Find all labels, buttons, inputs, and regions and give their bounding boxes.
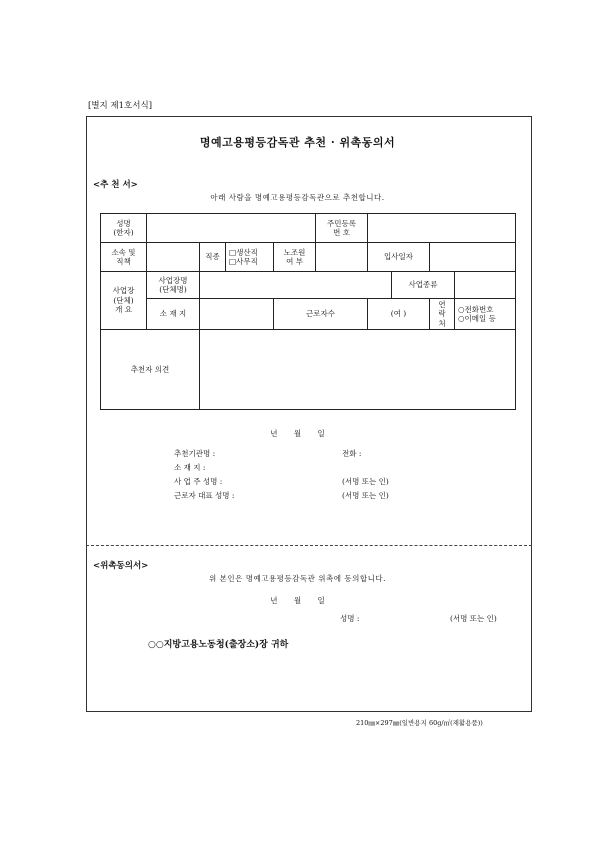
workplace-label: 사업장 (단체) 개 요 xyxy=(101,272,147,330)
employer-name-label: 사 업 주 성명 : xyxy=(174,477,223,486)
hire-date-field[interactable] xyxy=(430,243,516,272)
address-label: 소 재 지 xyxy=(147,299,200,330)
name-field[interactable] xyxy=(147,214,316,243)
paper-spec: 210㎜×297㎜(일반용지 60g/㎡(재활용품)) xyxy=(356,719,483,727)
worker-rep-signature[interactable]: (서명 또는 인) xyxy=(342,491,389,500)
recommend-intro-text: 아래 사람을 명예고용평등감독관으로 추천합니다. xyxy=(210,193,385,202)
agency-name-label: 추천기관명 : xyxy=(174,449,216,458)
union-field[interactable] xyxy=(316,243,368,272)
contact-field[interactable] xyxy=(455,299,516,330)
dept-field[interactable] xyxy=(147,243,200,272)
business-type-field[interactable] xyxy=(455,272,516,299)
agency-location-label: 소 재 지 : xyxy=(174,463,206,472)
recommend-section-heading: <추 천 서> xyxy=(93,180,138,190)
workplace-name-label: 사업장명 (단체명) xyxy=(147,272,200,299)
rrn-label: 주민등록 번 호 xyxy=(316,214,368,243)
hire-date-label: 입사일자 xyxy=(368,243,430,272)
section-divider xyxy=(86,545,532,546)
workplace-name-field[interactable] xyxy=(200,272,392,299)
consent-signature[interactable]: (서명 또는 인) xyxy=(450,614,497,623)
job-opt-production[interactable]: □생산직 xyxy=(229,247,258,257)
name-label: 성명 (한자) xyxy=(101,214,147,243)
consent-section-heading: <위촉동의서> xyxy=(93,561,149,571)
rrn-field[interactable] xyxy=(368,214,516,243)
address-field[interactable] xyxy=(200,299,274,330)
job-type-label: 직종 xyxy=(200,243,226,272)
recommendation-table xyxy=(100,213,516,410)
consent-name-label: 성명 : xyxy=(340,614,360,623)
addressee: ○○지방고용노동청(출장소)장 귀하 xyxy=(148,640,289,650)
job-opt-office[interactable]: □사무직 xyxy=(229,257,258,266)
agency-phone-label: 전화 : xyxy=(342,449,362,458)
dept-label: 소속 및 직책 xyxy=(101,243,147,272)
consent-date: 년 월 일 xyxy=(270,596,325,605)
employees-label: 근로자수 xyxy=(274,299,368,330)
recommend-date: 년 월 일 xyxy=(270,429,325,438)
employees-unit[interactable]: (여 ) xyxy=(368,299,430,330)
employer-signature[interactable]: (서명 또는 인) xyxy=(342,477,389,486)
opinion-field[interactable] xyxy=(200,330,516,410)
form-number-label: [별지 제1호서식] xyxy=(88,101,153,111)
worker-rep-name-label: 근로자 대표 성명 : xyxy=(174,491,235,500)
business-type-label: 사업종류 xyxy=(392,272,455,299)
opinion-label: 추천자 의견 xyxy=(101,330,200,410)
contact-email[interactable]: ○이메일 등 xyxy=(458,314,496,323)
job-type-options[interactable] xyxy=(226,243,274,272)
consent-text: 위 본인은 명예고용평등감독관 위촉에 동의합니다. xyxy=(208,574,387,583)
contact-phone[interactable]: ○전화번호 xyxy=(458,304,494,314)
union-label: 노조원 여 부 xyxy=(274,243,316,272)
contact-label: 연 락 처 xyxy=(430,299,455,330)
form-title: 명예고용평등감독관 추천 · 위촉동의서 xyxy=(199,136,396,149)
